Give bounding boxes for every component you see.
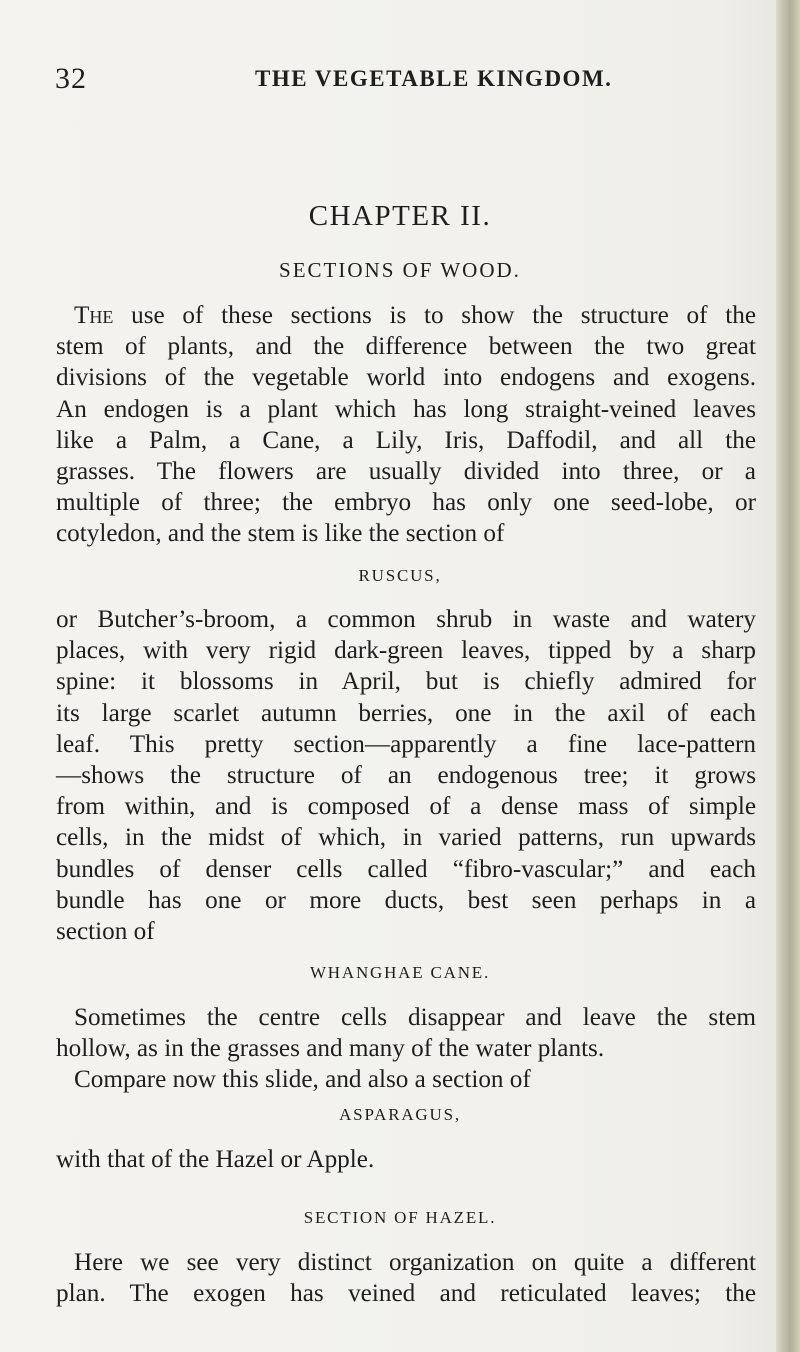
paragraph-ruscus <box>56 604 756 947</box>
text-line: multiple of three; the embryo has only one seed-lobe, or <box>56 489 756 517</box>
text-line: places, with very rigid dark-green leaves, tipped by a sharp <box>56 637 756 665</box>
specimen-heading-hazel: SECTION OF HAZEL. <box>303 1208 497 1227</box>
paragraph-hazel <box>56 1247 756 1309</box>
text-line: cells, in the midst of which, in varied patterns, run upwards <box>56 824 756 852</box>
text-line: like a Palm, a Cane, a Lily, Iris, Daffodil, and all the <box>56 426 756 454</box>
paragraph-asparagus <box>56 1144 756 1175</box>
text-line: —shows the structure of an endogenous tree; it grows <box>56 762 756 790</box>
text-line: The use of these sections is to show the structure of the <box>74 302 757 329</box>
text-line: bundles of denser cells called “fibro-vascular;” and each <box>56 855 756 883</box>
text-line: An endogen is a plant which has long straight-veined leaves <box>56 395 756 423</box>
text-line: Compare now this slide, and also a section of <box>74 1066 531 1094</box>
text-line: spine: it blossoms in April, but is chiefly admired for <box>56 668 756 696</box>
text-line: grasses. The flowers are usually divided into three, or a <box>56 458 756 486</box>
specimen-heading-ruscus: RUSCUS, <box>358 566 442 585</box>
running-head <box>55 62 755 98</box>
paragraph-intro <box>56 300 756 550</box>
text-line: Here we see very distinct organization on quite a different <box>74 1249 756 1276</box>
text-line: hollow, as in the grasses and many of the water plants. <box>56 1035 605 1063</box>
text-line: stem of plants, and the difference between the two great <box>56 333 756 361</box>
text-line: Sometimes the centre cells disappear and leave the stem <box>74 1004 756 1031</box>
text-line: plan. The exogen has veined and reticulated leaves; the <box>56 1280 756 1308</box>
text-line: from within, and is composed of a dense mass of simple <box>56 793 756 821</box>
text-line: its large scarlet autumn berries, one in the axil of each <box>56 699 756 727</box>
chapter-title: CHAPTER II. <box>308 200 492 232</box>
page-number: 32 <box>55 62 87 95</box>
text-line: section of <box>56 918 155 946</box>
paragraph-whanghae <box>56 1002 756 1096</box>
specimen-heading-whanghae: WHANGHAE CANE. <box>309 963 491 982</box>
text-line: leaf. This pretty section—apparently a fine lace-pattern <box>56 730 756 758</box>
text-line: divisions of the vegetable world into endogens and exogens. <box>56 364 756 392</box>
specimen-heading-asparagus: ASPARAGUS, <box>339 1105 461 1124</box>
text-line: with that of the Hazel or Apple. <box>56 1146 375 1173</box>
running-title: THE VEGETABLE KINGDOM. <box>255 66 613 91</box>
section-heading: SECTIONS OF WOOD. <box>279 258 521 282</box>
text-line: cotyledon, and the stem is like the section of <box>56 520 505 548</box>
lead-word: The <box>74 302 114 329</box>
text-line: bundle has one or more ducts, best seen perhaps in a <box>56 886 756 914</box>
text-line: or Butcher’s-broom, a common shrub in waste and watery <box>56 606 756 633</box>
